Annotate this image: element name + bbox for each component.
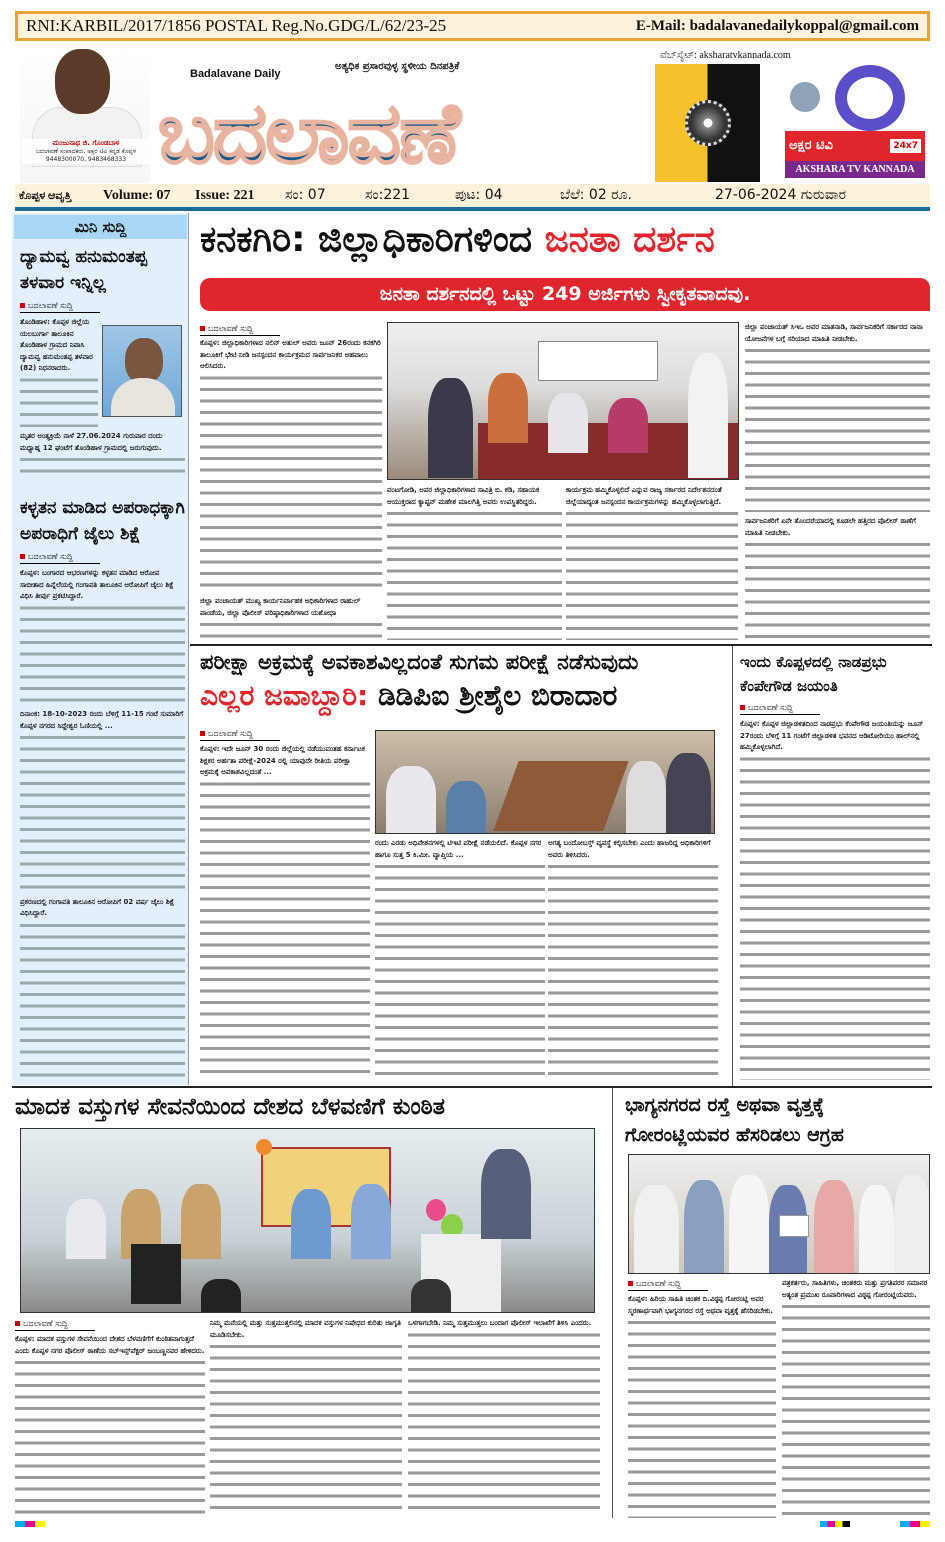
obituary-title: ದ್ಯಾಮವ್ವ ಹನುಮಂತಪ್ಪ ತಳವಾರ ಇನ್ನಿಲ್ಲ bbox=[20, 247, 147, 293]
issue: Issue: 221 bbox=[195, 188, 255, 203]
road-story-col1: ಕೊಪ್ಪಳ: ಹಿರಿಯ ಸಾಹಿತಿ ಚಿಂತಕ ದಿ.ವಿಠ್ಠಪ್ಪ ಗೋರಂಟ್ಲಿ ಅವರ ಸ್ಮರಣಾರ್ಥವಾಗಿ ಭಾಗ್ಯನಗರದ ರಸ್ತೆ ಅಥವಾ ವೃತ್ತಕ್ಕೆ ಹೆಸರಿಡಬೇಕು. bbox=[628, 1294, 776, 1518]
compass-emblem-icon bbox=[655, 64, 760, 182]
newspaper-logo: ಬದಲಾವಣೆ bbox=[158, 84, 459, 182]
tagline: ಅತ್ಯಧಿಕ ಪ್ರಸಾರವುಳ್ಳ ಸ್ಥಳೀಯ ದಿನಪತ್ರಿಕೆ bbox=[335, 61, 460, 72]
theft-story-body: ಕೊಪ್ಪಳ: ಬಂಗಾರದ ಆಭರಣಗಳನ್ನು ಕಳ್ಳತನ ಮಾಡಿದ ಆರೋಪ ಸಾಬೀತಾದ ಹಿನ್ನೆಲೆಯಲ್ಲಿ ಗಂಗಾವತಿ ತಾಲೂಕಿನ ಆರೋಪಿಗೆ ಜೈಲು ಶಿಕ್ಷೆ ವಿಧಿಸಿ ತೀರ್ಪು ಪ್ರಕಟಿಸಿದ್ದಾರೆ. bbox=[20, 568, 185, 705]
road-story-col2: ಪತ್ರಕರ್ತರು, ಸಾಹಿತಿಗಳು, ಚಿಂತಕರು ಮತ್ತು ಪ್ರಗತಿಪರರ ಸಮಾನರ ಅತ್ಯಂತ ಪ್ರಮುಖ ರೂವಾರಿಗಳಾದ ವಿಠ್ಠಪ್ಪ ಗೋರಂಟ್ಲಿಯವರು. bbox=[782, 1278, 930, 1518]
exam-story-col3: ಅಗತ್ಯ ಬಂದೋಬಸ್ತ್ ವ್ಯವಸ್ಥೆ ಕಲ್ಪಿಸಬೇಕು ಎಂದು ಹಾಜರಿದ್ದ ಅಧಿಕಾರಿಗಳಿಗೆ ಅವರು ತಿಳಿಸಿದರು. bbox=[548, 838, 718, 1080]
registration-bar bbox=[15, 11, 930, 41]
lead-headline: ಕನಕಗಿರಿ: ಜಿಲ್ಲಾಧಿಕಾರಿಗಳಿಂದ ಜನತಾ ದರ್ಶನ bbox=[200, 219, 715, 260]
edition: ಕೊಪ್ಪಳ ಆವೃತ್ತಿ bbox=[19, 190, 72, 202]
obituary-photo bbox=[102, 325, 182, 417]
exam-story-col2: ರಂದು ಎರಡು ಅಧಿವೇಶನಗಳಲ್ಲಿ ಟಿಇಟಿ ಪರೀಕ್ಷೆ ನಡೆಯಲಿದೆ. ಕೊಪ್ಪಳ ನಗರ ಹಾಗೂ ಸುತ್ತ 5 ಕಿ.ಮೀ. ವ್ಯಾಪ್ತಿಯ ... bbox=[375, 838, 545, 1080]
news-source: ಬದಲಾವಣೆ ಸುದ್ದಿ bbox=[200, 728, 280, 741]
editor-name: ಮಂಜುನಾಥ ಜಿ. ಗೊಂಡಬಾಳ bbox=[52, 139, 120, 147]
sam-issue: ಸಂ:221 bbox=[365, 187, 411, 203]
news-source: ಬದಲಾವಣೆ ಸುದ್ದಿ bbox=[15, 1318, 95, 1331]
lead-story-col4b: ಸಾರ್ವಜನಿಕರಿಗೆ ಏನೇ ತೊಂದರೆಯಾದಲ್ಲಿ ಕೂಡಲೇ ಹತ್ತಿರದ ಪೊಲೀಸ್ ಠಾಣೆಗೆ ಮಾಹಿತಿ ನೀಡಬೇಕು. bbox=[745, 516, 930, 640]
exam-headline-line1: ಪರೀಕ್ಷಾ ಅಕ್ರಮಕ್ಕೆ ಅವಕಾಶವಿಲ್ಲದಂತೆ ಸುಗಮ ಪರೀಕ್ಷೆ ನಡೆಸುವುದು bbox=[200, 650, 639, 674]
lead-story-col4: ಜಿಲ್ಲಾ ಪಂಚಾಯತ್ ಸಿಇಒ ಅವರ ಮಾತನಾಡಿ, ಸಾರ್ವಜನಿಕರಿಗೆ ಸರ್ಕಾರದ ನಾನಾ ಯೋಜನೆಗಳ ಬಗ್ಗೆ ಸರಿಯಾದ ಮಾಹಿತಿ ನೀಡಬೇಕು. bbox=[745, 322, 930, 512]
editor-phone: 9448300070, 9483468333 bbox=[45, 156, 127, 163]
exam-headline-block bbox=[200, 649, 725, 714]
sam-volume: ಸಂ: 07 bbox=[285, 187, 326, 203]
exam-meeting-photo bbox=[375, 730, 715, 834]
janata-darshan-photo bbox=[387, 322, 739, 480]
divider bbox=[12, 1086, 932, 1088]
email-address: E-Mail: badalavanedailykoppal@gmail.com bbox=[635, 17, 919, 34]
road-headline: ಭಾಗ್ಯನಗರದ ರಸ್ತೆ ಅಥವಾ ವೃತ್ತಕ್ಕೆ ಗೋರಂಟ್ಲಿಯವರ ಹೆಸರಿಡಲು ಆಗ್ರಹ bbox=[625, 1094, 844, 1146]
akshara-tv-logo bbox=[785, 57, 925, 180]
lead-story-col3: ಕಾರ್ಯಕ್ರಮ ಹಮ್ಮಿಕೊಳ್ಳಲಿದೆ ಎನ್ನುವ ರಾಜ್ಯ ಸರ್ಕಾರದ ನಿರ್ದೇಶನದಂತೆ ಜಿಲ್ಲೆಯಾದ್ಯಂತ ಜನಸ್ಪಂದನ ಕಾರ್ಯಕ್ರಮಗಳನ್ನು ಹಮ್ಮಿಕೊಳ್ಳಲಾಗುತ್ತಿದೆ. bbox=[566, 485, 738, 640]
price: ಬೆಲೆ: 02 ರೂ. bbox=[560, 187, 632, 203]
lead-subheadline-banner: ಜನತಾ ದರ್ಶನದಲ್ಲಿ ಒಟ್ಟು 249 ಅರ್ಜಿಗಳು ಸ್ವೀಕೃತವಾದವು. bbox=[200, 278, 930, 311]
exam-headline-line2: ಎಲ್ಲರ ಜವಾಬ್ದಾರಿ: ಡಿಡಿಪಿಐ ಶ್ರೀಶೈಲ ಬಿರಾದಾರ bbox=[200, 679, 618, 712]
editor-photo bbox=[20, 45, 150, 183]
pages: ಪುಟ: 04 bbox=[455, 187, 503, 203]
drug-story-col3: ಒಳಗಾಗಬೇಡಿ. ನಿಮ್ಮ ಸುತ್ತಮುತ್ತಲು ಬಂದಾಗ ಪೊಲೀಸ್ ಇಲಾಖೆಗೆ ತಿಳಿಸಿ ಎಂದರು. bbox=[408, 1318, 600, 1517]
tv-badge: 24x7 bbox=[890, 139, 921, 153]
news-source: ಬದಲಾವಣೆ ಸುದ್ದಿ bbox=[200, 323, 280, 336]
drug-headline: ಮಾದಕ ವಸ್ತುಗಳ ಸೇವನೆಯಿಂದ ದೇಶದ ಬೆಳವಣಿಗೆ ಕುಂಠಿತ bbox=[15, 1094, 445, 1120]
drug-awareness-photo bbox=[20, 1128, 595, 1313]
exam-story-col1: ಕೊಪ್ಪಳ: ಇದೇ ಜೂನ್ 30 ರಂದು ಜಿಲ್ಲೆಯಲ್ಲಿ ನಡೆಯುವಂತಹ ಕರ್ನಾಟಕ ಶಿಕ್ಷಕರ ಅರ್ಹತಾ ಪರೀಕ್ಷೆ-2024 ರಲ್ಲಿ ಯಾವುದೇ ರೀತಿಯ ಪರೀಕ್ಷಾ ಅಕ್ರಮಕ್ಕೆ ಅವಕಾಶವಿಲ್ಲದಂತೆ ... bbox=[200, 744, 370, 1080]
divider bbox=[15, 207, 930, 211]
theft-story-title: ಕಳ್ಳತನ ಮಾಡಿದ ಅಪರಾಧಕ್ಕಾಗಿ ಅಪರಾಧಿಗೆ ಜೈಲು ಶಿಕ್ಷೆ bbox=[20, 498, 185, 544]
color-registration-mark bbox=[15, 1521, 45, 1527]
volume: Volume: 07 bbox=[103, 188, 171, 203]
microphone-icon bbox=[790, 82, 820, 112]
divider bbox=[190, 644, 932, 646]
color-registration-mark bbox=[820, 1521, 850, 1527]
news-source: ಬದಲಾವಣೆ ಸುದ್ದಿ bbox=[20, 551, 100, 564]
divider bbox=[612, 1088, 613, 1518]
kempegowda-body: ಕೊಪ್ಪಳ: ಕೊಪ್ಪಳ ಜಿಲ್ಲಾಡಳಿತದಿಂದ ನಾಡಪ್ರಭು ಕೆಂಪೇಗೌಡ ಜಯಂತಿಯನ್ನು ಜೂನ್ 27ರಂದು ಬೆಳಿಗ್ಗೆ 11 ಗಂಟೆಗೆ ಜಿಲ್ಲಾಡಳಿತ ಭವನದ ಆಡಿಟೋರಿಯಂ ಹಾಲ್‌ನಲ್ಲಿ ಹಮ್ಮಿಕೊಳ್ಳಲಾಗಿದೆ. bbox=[740, 719, 930, 1080]
news-source: ಬದಲಾವಣೆ ಸುದ್ದಿ bbox=[628, 1278, 708, 1291]
divider bbox=[732, 646, 733, 1086]
news-source: ಬದಲಾವಣೆ ಸುದ್ದಿ bbox=[740, 702, 820, 715]
drug-story-col2: ನಿಮ್ಮ ಮನೆಯಲ್ಲಿ ಮತ್ತು ಸುತ್ತಮುತ್ತಲಿನಲ್ಲಿ ಮಾದಕ ವಸ್ತುಗಳ ನಿಷೇಧದ ಕುರಿತು ಜಾಗೃತಿ ಮೂಡಿಸಬೇಕು. bbox=[210, 1318, 402, 1517]
lead-story-col1b: ಜಿಲ್ಲಾ ಪಂಚಾಯತ್ ಮುಖ್ಯ ಕಾರ್ಯನಿರ್ವಾಹಕ ಅಧಿಕಾರಿಗಳಾದ ರಾಹುಲ್ ಪಾಂಡೆಯ, ಜಿಲ್ಲಾ ಪೊಲೀಸ್ ವರಿಷ್ಠಾಧಿಕಾರಿಗಳಾದ ಯಶೋಧಾ bbox=[200, 596, 382, 640]
rni-number: RNI:KARBIL/2017/1856 POSTAL Reg.No.GDG/L/62/23-25 bbox=[26, 16, 447, 35]
mini-news-header: ಮಿನಿ ಸುದ್ದಿ bbox=[14, 215, 187, 239]
lead-story-col1: ಕೊಪ್ಪಳ: ಜಿಲ್ಲಾಧಿಕಾರಿಗಳಾದ ನಲಿನ್ ಅತುಲ್ ಅವರು ಜೂನ್ 26ರಂದು ಕನಕಗಿರಿ ತಾಲೂಕಿಗೆ ಭೇಟಿ ನೀಡಿ ಜನಸ್ಪಂದನ ಕಾರ್ಯಕ್ರಮದ ಸಾರ್ವಜನಿಕರ ಅಹವಾಲು ಆಲಿಸಿದರು. bbox=[200, 338, 382, 592]
lead-story-col2: ವಂಟಗೋಡಿ, ಅಪರ ಜಿಲ್ಲಾಧಿಕಾರಿಗಳಾದ ಸಾವಿತ್ರಿ ಬಿ. ಕಡಿ, ಸಹಾಯಕ ಆಯುಕ್ತರಾದ ಕ್ಯಾಪ್ಟನ್ ಮಹೇಶ ಮಾಲಗಿತ್ತಿ ಅವರು ಉಪಸ್ಥಿತರಿದ್ದರು. bbox=[387, 485, 562, 640]
drug-story-col1: ಕೊಪ್ಪಳ: ಮಾದಕ ವಸ್ತುಗಳ ಸೇವನೆಯಿಂದ ದೇಶದ ಬೆಳವಣಿಗೆಗೆ ಕುಂಠಿತವಾಗುತ್ತದೆ ಎಂದು ಕೊಪ್ಪಳ ನಗರ ಪೊಲೀಸ್ ಠಾಣೆಯ ಸಬ್‌ಇನ್ಸ್‌ಪೆಕ್ಟರ್ ಜಂಬಣ್ಣನವರ ಹೇಳಿದರು. bbox=[15, 1334, 205, 1517]
theft-story-body: ಪ್ರಕರಣದಲ್ಲಿ ಗಂಗಾವತಿ ತಾಲೂಕಿನ ಆರೋಪಿಗೆ 02 ವರ್ಷ ಜೈಲು ಶಿಕ್ಷೆ ವಿಧಿಸಿದ್ದಾರೆ. bbox=[20, 897, 185, 1080]
memorandum-photo bbox=[628, 1154, 930, 1274]
tv-kannada-name: ಅಕ್ಷರ ಟಿವಿ bbox=[789, 138, 833, 153]
editor-role: ಬದಲಾವಣೆ ಸಂಪಾದಕರು, ಅಕ್ಷರ ಟಿವಿ ಕನ್ನಡ ಕೊಪ್ಪಳ bbox=[35, 148, 137, 155]
news-source: ಬದಲಾವಣೆ ಸುದ್ದಿ bbox=[20, 300, 100, 313]
issue-info-bar bbox=[15, 184, 930, 207]
obituary-body: ತೊಂಡಿಹಾಳ: ಕೊಪ್ಪಳ ಜಿಲ್ಲೆಯ ಯಲಬುರ್ಗಾ ತಾಲೂಕಿನ ತೊಂಡಿಹಾಳ ಗ್ರಾಮದ ನಿವಾಸಿ ದ್ಯಾಮವ್ವ ಹನುಮಂತಪ್ಪ ತಳವಾರ (82) ನಿಧನರಾದರು. bbox=[20, 317, 98, 427]
tv-name: AKSHARA TV KANNADA bbox=[785, 161, 925, 178]
color-registration-mark bbox=[900, 1521, 930, 1527]
kempegowda-title: ಇಂದು ಕೊಪ್ಪಳದಲ್ಲಿ ನಾಡಪ್ರಭು ಕೆಂಪೇಗೌಡ ಜಯಂತಿ bbox=[740, 653, 887, 695]
english-name: Badalavane Daily bbox=[190, 68, 281, 80]
website: ವೆಬ್‌ಸೈಟ್: aksharatvkannada.com bbox=[660, 50, 791, 61]
theft-story-body: ದಿನಾಂಕ: 18-10-2023 ರಂದು ಬೆಳಿಗ್ಗೆ 11-15 ಗಂಟೆ ಸುಮಾರಿಗೆ ಕೊಪ್ಪಳ ನಗರದ ಸಿದ್ದೇಶ್ವರ ಓಣಿಯಲ್ಲಿ ... bbox=[20, 709, 185, 892]
date: 27-06-2024 ಗುರುವಾರ bbox=[715, 187, 847, 203]
obituary-end: ಮೃತರ ಅಂತ್ಯಕ್ರಿಯೆ ನಾಳೆ 27.06.2024 ಗುರುವಾರ ದಂದು ಮಧ್ಯಾಹ್ನ 12 ಘಂಟೆಗೆ ತೊಂಡಿಹಾಳ ಗ್ರಾಮದಲ್ಲಿ ಜರುಗುವುದು. bbox=[20, 431, 185, 477]
